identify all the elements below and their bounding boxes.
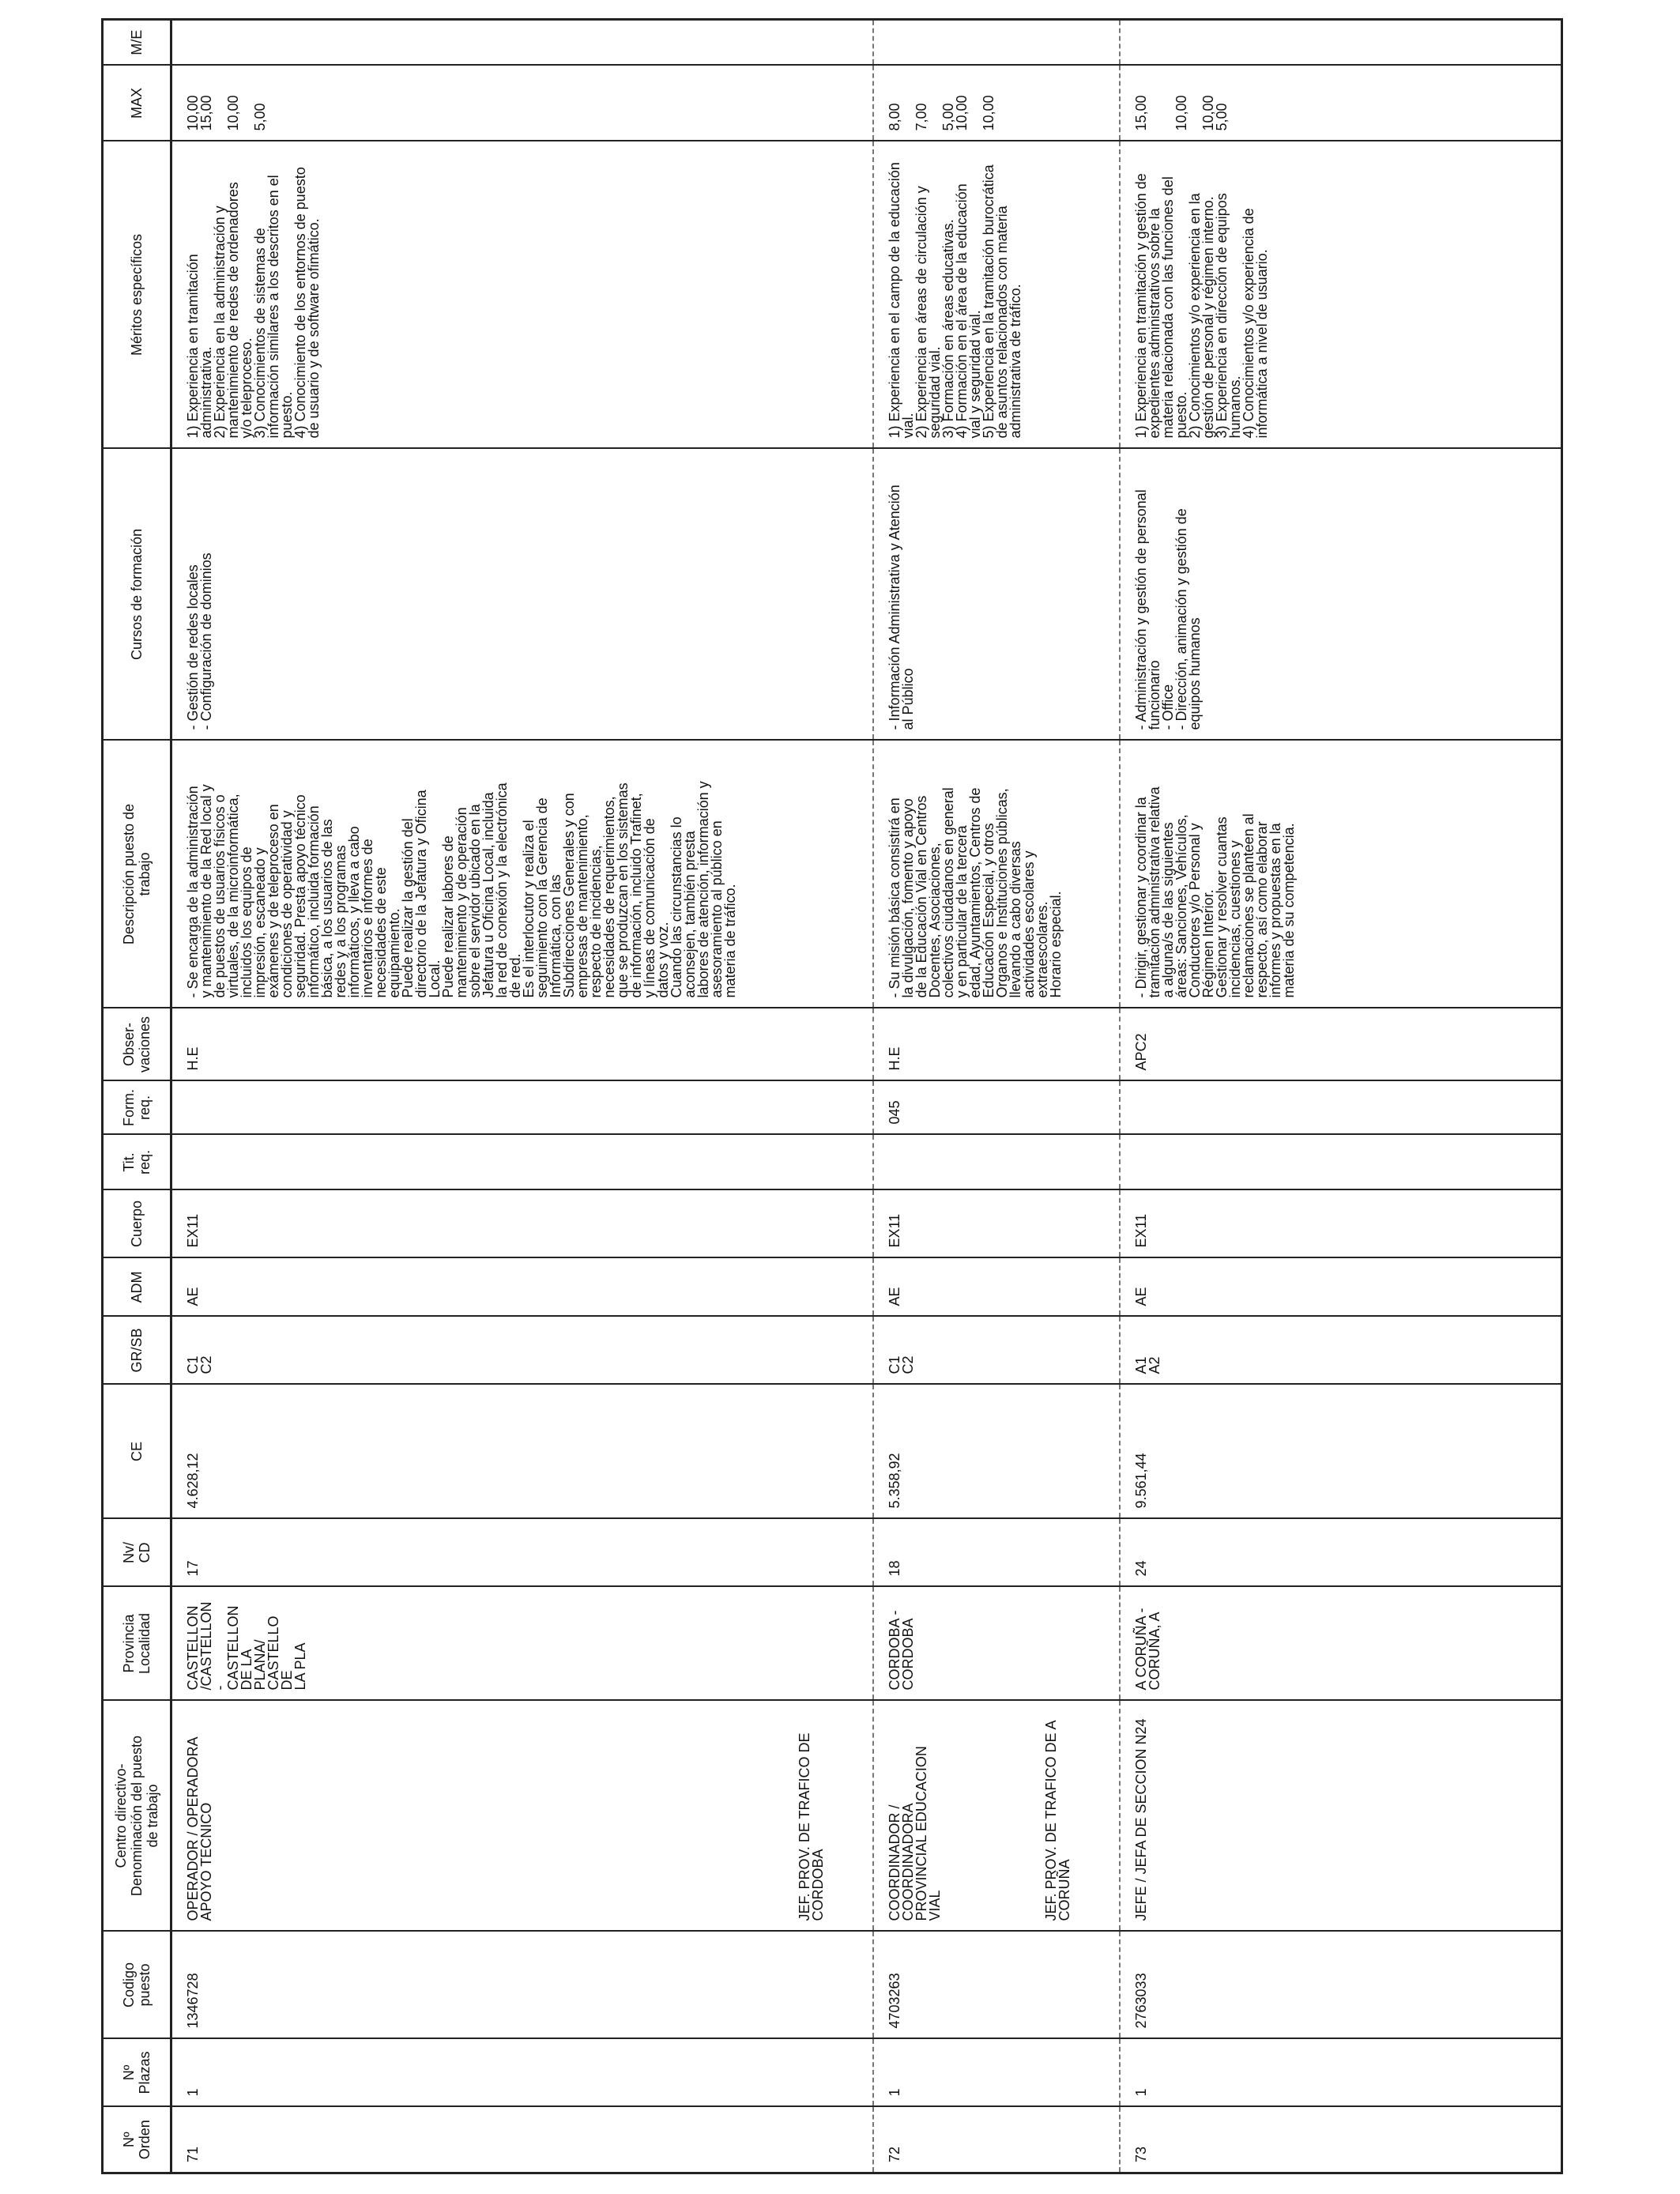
cell-centro: OPERADOR / OPERADORA APOYO TECNICO [171, 1701, 873, 1932]
cell-codigo: 2763033 [1120, 1932, 1562, 2039]
cell-provincia: CORDOBA - CORDOBA [873, 1587, 1120, 1701]
cell-orden: 71 [171, 2107, 873, 2173]
cell-plazas: 1 [171, 2039, 873, 2107]
puesto-denominacion: COORDINADOR / COORDINADORA PROVINCIAL EDUCACION VIAL [886, 1746, 943, 1921]
cell-centro [1042, 1701, 1562, 1932]
header-row [103, 20, 171, 2173]
cell-tit [1120, 1135, 1562, 1190]
cell-max: 15,00 10,00 10,00 5,00 [1120, 66, 1562, 141]
col-header-nivel: Nv/ CD [103, 1519, 171, 1587]
col-header-form: Form. req. [103, 1081, 171, 1135]
cell-obs: H.E [171, 1008, 873, 1081]
col-header-centro: Centro directivo- Denominación del puesto de trabajo [103, 1701, 171, 1932]
cell-meritos: 1) Experiencia en el campo de la educación vial. 2) Experiencia en áreas de circulación y seguridad vial. 3) Formación en áreas educativas. 4) Formación en el área de la educación vial y seguridad vial. 5) Experiencia en la tramitación burocrática de asuntos relacionados con materia administrativa de tráfico. [873, 141, 1120, 449]
cell-nivel: 17 [171, 1519, 873, 1587]
col-header-tit: Tit. req. [103, 1135, 171, 1190]
cell-grsb: C1 C2 [873, 1317, 1120, 1385]
cell-cuerpo: EX11 [171, 1190, 873, 1258]
table-row [1120, 20, 1562, 2173]
col-header-provincia: Provincia Localidad [103, 1587, 171, 1701]
cell-cursos: - Gestión de redes locales - Configuración de dominios [171, 449, 873, 741]
cell-form [171, 1081, 873, 1135]
cell-me [873, 20, 1120, 66]
col-header-grsb: GR/SB [103, 1317, 171, 1385]
puesto-denominacion: JEFE / JEFA DE SECCION N24 [1132, 1718, 1149, 1921]
cell-orden: 72 [873, 2107, 1120, 2173]
cell-grsb: C1 C2 [171, 1317, 873, 1385]
table-row [873, 20, 1120, 2173]
cell-me [1120, 20, 1562, 66]
cell-orden: 73 [1120, 2107, 1562, 2173]
cell-descripcion: - Su misión básica consistirá en la divulgación, fomento y apoyo de la Educación Vial en Centros Docentes, Asociaciones, colectivos ciudadanos en general y en particular de la tercera edad, Ayuntamientos, Centros de Educación Especial, y otros Organos e Instituciones públicas, llevando a cabo diversas actividades escolares y extraescolares. Horario especial. [873, 741, 1120, 1008]
cell-ce: 9.561,44 [1120, 1385, 1562, 1519]
cell-provincia: CASTELLON /CASTELLON - CASTELLON DE LA PLANA/ CASTELLO DE LA PLA [171, 1587, 873, 1701]
cell-obs: H.E [873, 1008, 1120, 1081]
col-header-plazas: Nº Plazas [103, 2039, 171, 2107]
cell-grsb: A1 A2 [1120, 1317, 1562, 1385]
centro-directivo: JEF. PROV. DE TRAFICO DE A CORUÑA [1042, 1720, 1072, 1921]
col-header-ce: CE [103, 1385, 171, 1519]
col-header-me: M/E [103, 20, 171, 66]
cell-cuerpo: EX11 [1120, 1190, 1562, 1258]
cell-cuerpo: EX11 [873, 1190, 1120, 1258]
col-header-cuerpo: Cuerpo [103, 1190, 171, 1258]
cell-provincia: A CORUÑA - CORUÑA, A [1120, 1587, 1562, 1701]
cell-descripcion: - Dirigir, gestionar y coordinar la tramitación administrativa relativa a alguna/s de las siguientes áreas: Sanciones, Vehículos, Conductores y/o Personal y Régimen Interior. Gestionar y resolver cuantas incidencias, cuestiones y reclamaciones se planteen al respecto, así como elaborar informes y propuestas en la materia de su competencia. [1120, 741, 1562, 1008]
cell-meritos: 1) Experiencia en tramitación y gestión de expedientes administrativos sobre la materia relacionada con las funciones del puesto. 2) Conocimientos y/o experiencia en la gestión de personal y régimen interno. 3) Experiencia en dirección de equipos humanos. 4) Conocimientos y/o experiencia de informática a nivel de usuario. [1120, 141, 1562, 449]
cell-tit [873, 1135, 1120, 1190]
cell-codigo: 1346728 [171, 1932, 873, 2039]
table-row [171, 20, 873, 2173]
cell-adm: AE [1120, 1258, 1562, 1317]
cell-obs: APC2 [1120, 1008, 1562, 1081]
cell-ce: 4.628,12 [171, 1385, 873, 1519]
rpt-sheet [101, 29, 1579, 2174]
col-header-descripcion: Descripción puesto de trabajo [103, 741, 171, 1008]
cell-tit [171, 1135, 873, 1190]
cell-form: 045 [873, 1081, 1120, 1135]
col-header-codigo: Codigo puesto [103, 1932, 171, 2039]
puestos-table [101, 18, 1563, 2174]
cell-ce: 5.358,92 [873, 1385, 1120, 1519]
col-header-meritos: Méritos específicos [103, 141, 171, 449]
col-header-obs: Obser- vaciones [103, 1008, 171, 1081]
cell-descripcion: - Se encarga de la administración y mantenimiento de la Red local y de puestos de usuarios físicos o virtuales, de la microinformática, incluidos los equipos de impresión, escaneado y exámenes y de teleproceso en condiciones de operatividad y seguridad. Presta apoyo técnico informático, incluida formación básica, a los usuarios de las redes y a los programas informáticos, y lleva a cabo inventarios e informes de necesidades de este equipamiento. Puede realizar la gestión del directorio de la Jefatura y Oficina Local. Puede realizar labores de mantenimiento y de operación sobre el servidor ubicado en la Jefatura u Oficina Local, incluida la red de conexión y la electrónica de red. Es el interlocutor y realiza el seguimiento con la Gerencia de Informática, con las Subdirecciones Generales y con empresas de mantenimiento, respecto de incidencias, necesidades de requerimientos, que se produzcan en los sistemas de información, incluido Trafinet, y líneas de comunicación de datos y voz. Cuando las circunstancias lo aconsejen, también presta labores de atención, información y asesoramiento al público en materia de tráfico. [171, 741, 873, 1008]
cell-plazas: 1 [873, 2039, 1120, 2107]
cell-nivel: 18 [873, 1519, 1120, 1587]
cell-form [1120, 1081, 1562, 1135]
cell-nivel: 24 [1120, 1519, 1562, 1587]
cell-adm: AE [171, 1258, 873, 1317]
cell-centro [796, 1701, 1120, 1932]
cell-max: 8,00 7,00 5,00 10,00 10,00 [873, 66, 1120, 141]
centro-directivo: JEF. PROV. DE TRAFICO DE CORDOBA [796, 1732, 826, 1921]
col-header-cursos: Cursos de formación [103, 449, 171, 741]
col-header-orden: Nº Orden [103, 2107, 171, 2173]
cell-max: 10,00 15,00 10,00 5,00 [171, 66, 873, 141]
col-header-max: MAX [103, 66, 171, 141]
cell-meritos: 1) Experiencia en tramitación administrativa. 2) Experiencia en la administración y mantenimiento de redes de ordenadores y/o teleproceso. 3) Conocimientos de sistemas de información similares a los descritos en el puesto. 4) Conocimiento de los entornos de puesto de usuario y de software ofimático. [171, 141, 873, 449]
cell-me [171, 20, 873, 66]
cell-adm: AE [873, 1258, 1120, 1317]
cell-plazas: 1 [1120, 2039, 1562, 2107]
cell-codigo: 4703263 [873, 1932, 1120, 2039]
cell-cursos: - Administración y gestión de personal funcionario - Office - Dirección, animación y gestión de equipos humanos [1120, 449, 1562, 741]
col-header-adm: ADM [103, 1258, 171, 1317]
cell-cursos: - Información Administrativa y Atención al Público [873, 449, 1120, 741]
